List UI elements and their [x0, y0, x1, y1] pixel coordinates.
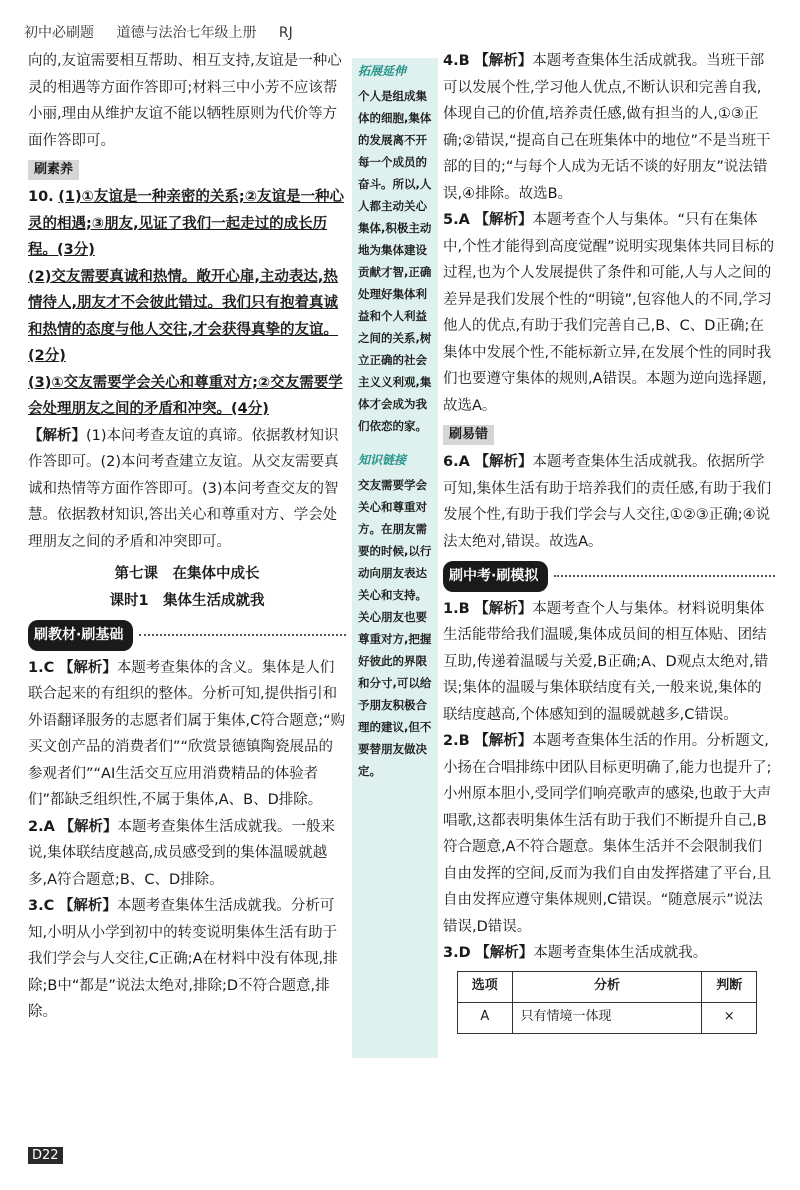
- dotted-rule: [139, 634, 346, 636]
- question-1: 1.C 【解析】本题考查集体的含义。集体是人们联合起来的有组织的整体。分析可知,提供指引和外语翻译服务的志愿者们属于集体,C符合题意;“购买文创产品的消费者们”“欣赏景德镇陶瓷展品的参观者们”“AI生活交互应用消费精品的体验者们”都缺乏组织性,不属于集体,A、B、D排除。: [28, 659, 346, 808]
- note-text-extension: 个人是组成集体的细胞,集体的发展离不开每一个成员的奋斗。所以,人人都主动关心集体,积极主动地为集体建设贡献才智,正确处理好集体利益和个人利益之间的关系,树立正确的社会主义义利观,集体才会成为我们依恋的家。: [358, 89, 432, 433]
- table-header: 选项: [458, 971, 513, 1002]
- table-row: [458, 1002, 757, 1033]
- section-label-basic: 刷教材·刷基础: [28, 620, 133, 651]
- period-title: 课时1 集体生活成就我: [109, 592, 265, 609]
- answer-part-1: (1)①友谊是一种亲密的关系;②友谊是一种心灵的相遇;③朋友,见证了我们一起走过的成长历程。(3分): [28, 189, 344, 258]
- section-header-exam: [443, 561, 775, 592]
- note-tag-knowledge: 知识链接: [358, 453, 407, 467]
- note-tag-extension: 拓展延伸: [358, 64, 407, 78]
- table-header: 判断: [702, 971, 757, 1002]
- right-column: [443, 48, 775, 1034]
- answer-part-2: (2)交友需要真诚和热情。敞开心扉,主动表达,热情待人,朋友才不会彼此错过。我们只有抱着真诚和热情的态度与他人交往,才会获得真挚的友谊。(2分): [28, 268, 339, 364]
- left-column: [28, 48, 346, 1026]
- page-number: D22: [28, 1147, 63, 1164]
- book-title: 道德与法治七年级上册: [116, 25, 257, 41]
- table-cell: A: [458, 1002, 513, 1033]
- section-label-exam: 刷中考·刷模拟: [443, 561, 548, 592]
- running-header: [24, 22, 784, 48]
- exam-question-3: 3.D 【解析】本题考查集体生活成就我。: [443, 945, 708, 961]
- table-cell: 只有情境一体现: [512, 1002, 702, 1033]
- section-header-basic: [28, 620, 346, 651]
- series-title: 初中必刷题: [24, 25, 94, 41]
- question-5: 5.A 【解析】本题考查个人与集体。“只有在集体中,个性才能得到高度觉醒”说明实现集体共同目标的过程,也为个人发展提供了条件和可能,人与人之间的差异是我们发展个性的“明镜”,包容他人的不同,学习他人的优点,有助于我们完善自己,B、C、D正确;在集体中发展个性,不能标新立异,在发展个性的同时我们也要遵守集体的规则,A错误。本题为逆向选择题,故选A。: [443, 212, 775, 414]
- question-10: [28, 184, 346, 264]
- question-2: 2.A 【解析】本题考查集体生活成就我。一般来说,集体联结度越高,成员感受到的集体温暖就越多,A符合题意;B、C、D排除。: [28, 818, 335, 888]
- explanation-text: (1)本问考查友谊的真谛。依据教材知识作答即可。(2)本问考查建立友谊。从交友需要真诚和热情等方面作答即可。(3)本问考查交友的智慧。依据教材知识,答出关心和尊重对方、学会处理朋友之间的矛盾和冲突即可。: [28, 427, 339, 550]
- question-4: 4.B 【解析】本题考查集体生活成就我。当班干部可以发展个性,学习他人优点,不断认识和完善自我,体现自己的价值,培养责任感,做有担当的人,①③正确;②错误,“提高自己在班集体中的地位”不是当班干部的目的;“与每个人成为无话不谈的好朋友”说法错误,④排除。故选B。: [443, 53, 771, 202]
- question-10-explanation: [28, 423, 346, 556]
- sidebar-notes: [352, 58, 438, 1058]
- explanation-tag: 【解析】: [28, 427, 86, 444]
- question-6: 6.A 【解析】本题考查集体生活成就我。依据所学可知,集体生活有助于培养我们的责任感,有助于我们发展个性,有助于我们学会与人交往,①②③正确;④说法太绝对,错误。故选A。: [443, 454, 772, 550]
- table-cell: ×: [702, 1002, 757, 1033]
- answer-part-3: (3)①交友需要学会关心和尊重对方;②交友需要学会处理朋友之间的矛盾和冲突。(4分): [28, 374, 343, 417]
- exam-question-2: 2.B 【解析】本题考查集体生活的作用。分析题文,小扬在合唱排练中团队目标更明确了,能力也提升了;小州原本胆小,受同学们响亮歌声的感染,也敢于大声唱歌,这都表明集体生活有助于我们不断提升自己,B符合题意,A不符合题意。集体生活并不会限制我们自由发挥的空间,反而为我们自由发挥搭建了平台,且自由发挥应遵守集体规则,C错误。“随意展示”说法错误,D错误。: [443, 733, 772, 935]
- dotted-rule: [554, 575, 775, 577]
- edition-label: RJ: [278, 25, 293, 41]
- lesson-title: 第七课 在集体中成长: [114, 566, 260, 582]
- question-3: 3.C 【解析】本题考查集体生活成就我。分析可知,小明从小学到初中的转变说明集体生活有助于我们学会与人交往,C正确;A在材料中没有体现,排除;B中“都是”说法太绝对,排除;D不符合题意,排除。: [28, 898, 338, 1020]
- table-header: 分析: [512, 971, 702, 1002]
- exam-question-1: 1.B 【解析】本题考查个人与集体。材料说明集体生活能带给我们温暖,集体成员间的相互体贴、团结互助,传递着温暖与关爱,B正确;A、D观点太绝对,错误;集体的温暖与集体联结度有关,一般来说,集体的联结度越高,个体感知到的温暖就越多,C错误。: [443, 600, 769, 723]
- section-label-error: 刷易错: [443, 425, 494, 445]
- note-text-knowledge: 交友需要学会关心和尊重对方。在朋友需要的时候,以行动向朋友表达关心和支持。关心朋友也要尊重对方,把握好彼此的界限和分寸,可以给予朋友积极合理的建议,但不要替朋友做决定。: [358, 478, 432, 778]
- paragraph-continued: 向的,友谊需要相互帮助、相互支持,友谊是一种心灵的相遇等方面作答即可;材料三中小芳不应该帮小丽,理由从维护友谊不能以牺牲原则为代价等方面作答即可。: [28, 53, 342, 149]
- section-label-literacy: 刷素养: [28, 160, 79, 180]
- analysis-table: [457, 971, 757, 1034]
- question-number: 10.: [28, 189, 54, 205]
